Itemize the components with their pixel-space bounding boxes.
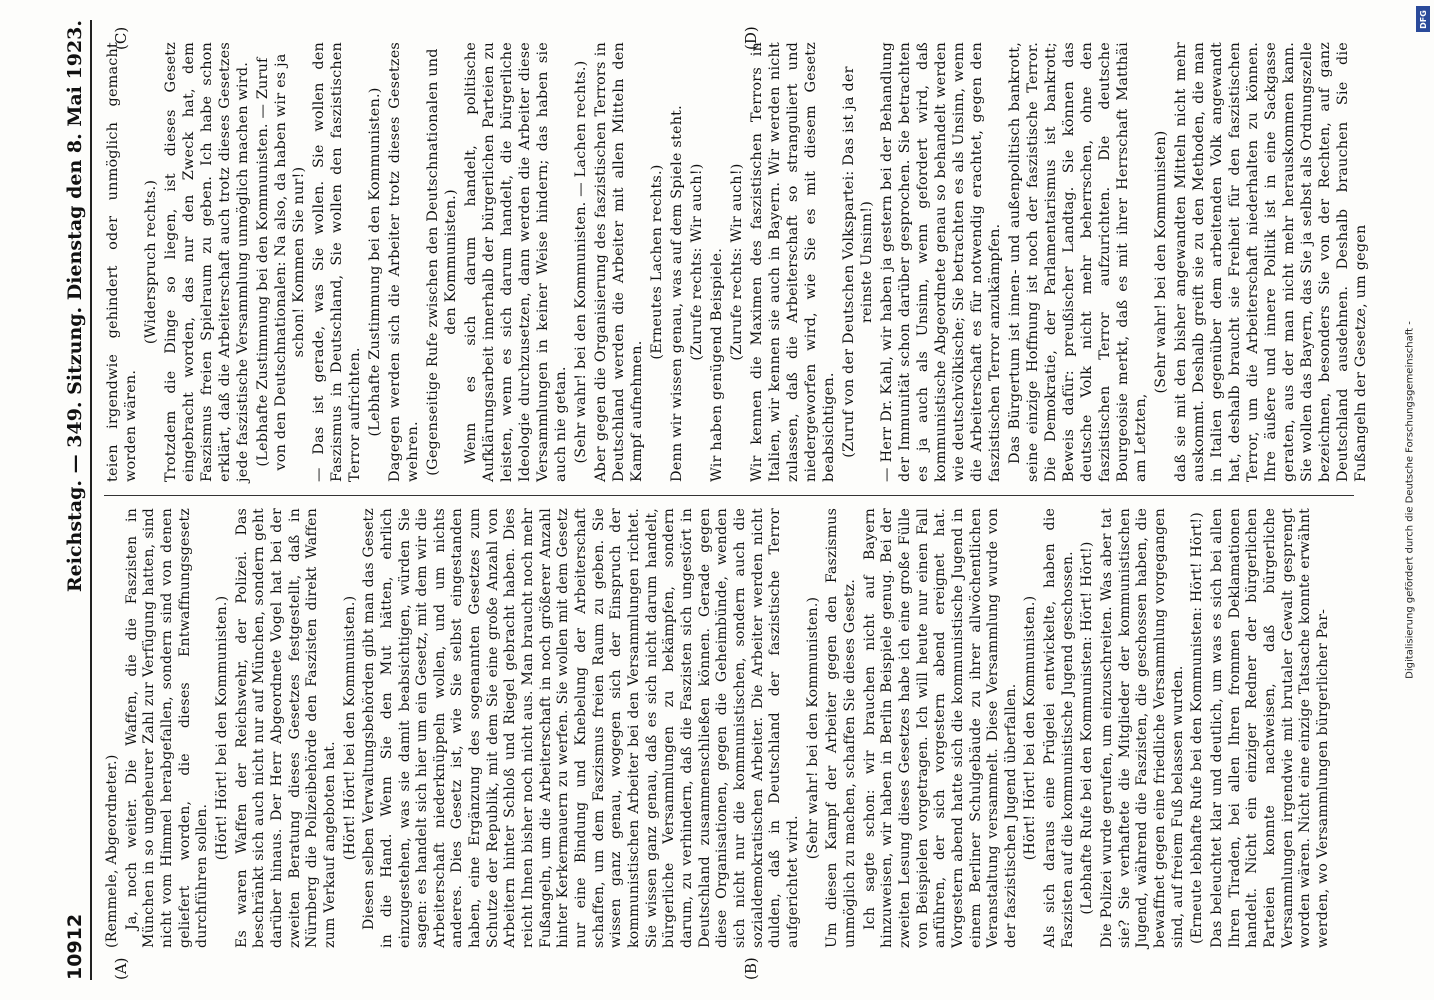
interjection-paragraph: (Sehr wahr! bei den Kommunisten) (1153, 130, 1169, 394)
interjection-paragraph: (Lebhafte Zustimmung bei den Kommunisten.) (367, 87, 383, 437)
speech-paragraph: Wenn es sich darum handelt, politische Aufklärungsarbeit innerhalb der bürgerlichen Parteien zu leisten, wenn es sich darum handelt, die bürgerliche Ideologie durchzusetzen, dann werden die Arbeiter diese Versammlungen in keiner Weise hindern; das haben sie auch nie getan. (463, 42, 569, 482)
interjection-paragraph: (Zuruf von der Deutschen Volkspartei: Das ist ja der reinste Unsinn!) (841, 66, 875, 458)
interjection-paragraph: (Sehr wahr! bei den Kommunisten. — Lachen rechts.) (573, 60, 589, 464)
digitization-note (1404, 0, 1430, 1000)
margin-letter-a: (A) (112, 957, 130, 980)
digitization-note-text: Digitalisierung gefördert durch die Deutsche Forschungsgemeinschaft - (1404, 321, 1416, 679)
interjection-paragraph: (Hört! Hört! bei den Kommunisten.) (213, 595, 230, 861)
speech-paragraph: Als sich daraus eine Prügelei entwickelte, haben die Faszisten auf die kommunistische Jugend geschossen. (1042, 508, 1076, 948)
interjection-paragraph: (Erneutes Lachen rechts.) (649, 164, 665, 360)
speech-paragraph: Trotzdem die Dinge so liegen, ist dieses Gesetz eingebracht worden, das nur den Zweck hat, dem Faszismus freien Spielraum zu geben. Ich habe schon erklärt, daß die Arbeiterschaft auch trotz dieses Gesetzes jede faszistische Versammlung unmöglich machen wird. (163, 42, 251, 482)
speech-paragraph: Um diesen Kampf der Arbeiter gegen den Faszismus unmöglich zu machen, schaffen Sie dieses Gesetz. (824, 508, 858, 948)
interjection-paragraph: (Widerspruch rechts.) (143, 179, 159, 345)
speech-paragraph: (Remmele, Abgeordneter.) (104, 754, 120, 948)
speech-paragraph: Denn wir wissen genau, was auf dem Spiele steht. (669, 105, 685, 482)
speech-paragraph: Aber gegen die Organisierung des faszistischen Terrors in Deutschland werden die Arbeiter mit allen Mitteln den Kampf aufnehmen. (593, 42, 645, 482)
interjection-paragraph: (Lebhafte Zustimmung bei den Kommunisten. — Zuruf von den Deutschnationalen: Na also, da haben wir es ja schon! Kommen Sie nur!) (255, 53, 307, 471)
speech-paragraph: Wir kennen die Maximen des faszistischen Terrors in Italien, wir kennen sie auch in Bayern. Wir werden nicht zulassen, daß die Arbeiterschaft so stranguliert und niedergeworfen wird, wie Sie es mit diesem Gesetz beabsichtigen. (749, 42, 837, 482)
speech-paragraph: Das Bürgertum ist innen- und außenpolitisch bankrott, seine einzige Hoffnung ist noch der faszistische Terror. Die Demokratie, der Parlamentarismus ist bankrott; Beweis dafür: preußischer Landtag. Sie können das deutsche Volk nicht mehr beherrschen, ohne den faszistischen Terror aufzurichten. Die deutsche Bourgeoisie merkt, daß es mit ihrer Herrschaft Matthäi am Letzten, (1007, 42, 1149, 482)
margin-letter-b: (B) (742, 957, 760, 980)
interjection-paragraph: (Lebhafte Rufe bei den Kommunisten: Hört! Hört!) (1079, 541, 1096, 915)
speech-paragraph: Wir haben genügend Beispiele. (709, 248, 725, 482)
speech-paragraph: Die Polizei wurde gerufen, um einzuschreiten. Was aber tat sie? Sie verhaftete die Mitglieder der kommunistischen Jugend, während die Faszisten, die geschossen haben, die bewaffnet gegen eine friedliche Versammlung vorgegangen sind, auf freiem Fuß belassen wurden. (1099, 508, 1186, 948)
speech-paragraph: Ich sagte schon: wir brauchen nicht auf Bayern hinzuweisen, wir haben in Berlin Beispiele genug. Bei der zweiten Lesung dieses Gesetzes habe ich eine große Fülle von Beispielen vorgetragen. Ich will heute nur einen Fall anführen, der sich vorgestern abend ereignet hat. Vorgestern abend hatte sich die kommunistische Jugend in einem Berliner Schulgebäude zu ihrer allwöchentlichen Veranstaltung versammelt. Diese Versammlung wurde von der faszistischen Jugend überfallen. (861, 508, 1019, 948)
speech-paragraph: — Das ist gerade, was Sie wollen. Sie wollen den Faszismus in Deutschland, Sie wollen den faszistischen Terror aufrichten. (311, 42, 363, 482)
interjection-paragraph: (Gegenseitige Rufe zwischen den Deutschnationalen und den Kommunisten.) (425, 48, 459, 476)
interjection-paragraph: (Hört! Hört! bei den Kommunisten.) (1022, 595, 1039, 861)
speech-paragraph: daß sie mit den bisher angewandten Mitteln nicht mehr auskommt. Deshalb greift sie zu den Methoden, die man in Italien gegenüber dem arbeitenden Volk angewandt hat, deshalb braucht sie Freiheit für den faszistischen Terror, um die Arbeiterschaft niederhalten zu können. Ihre äußere und innere Politik ist in eine Sackgasse geraten, aus der man nicht mehr herauskommen kann. Sie wollen das Bayern, das Sie ja selbst als Ordnungszelle bezeichnen, besonders Sie von der Rechten, auf ganz Deutschland ausdehnen. Deshalb brauchen Sie die Fußangeln der Gesetze, um gegen (1173, 42, 1369, 482)
speech-paragraph: Es waren Waffen der Reichswehr, der Polizei. Das beschränkt sich auch nicht nur auf München, sondern geht darüber hinaus. Der Herr Abgeordnete Vogel hat bei der zweiten Beratung dieses Gesetzes festgestellt, daß in Nürnberg die Polizeibehörde den Faszisten direkt Waffen zum Verkauf angeboten hat. (233, 508, 338, 948)
speech-paragraph: Diesen selben Verwaltungsbehörden gibt man das Gesetz in die Hand. Wenn Sie den Mut hätten, ehrlich einzugestehen, was sie damit beabsichtigen, würden Sie sagen: es handelt sich hier um ein Gesetz, mit dem wir die Arbeiterschaft niederknüppeln wollen, und um nichts anderes. Dies Gesetz ist, wie Sie selbst eingestanden haben, eine Ergänzung des sogenannten Gesetzes zum Schutze der Republik, mit dem Sie eine große Anzahl von Arbeitern hinter Schloß und Riegel gebracht haben. Dies reicht Ihnen bisher noch nicht aus. Man braucht noch mehr Fußangeln, um die Arbeiterschaft in noch größerer Anzahl hinter Kerkermauern zu werfen. Sie wollen mit dem Gesetz nur eine Bindung und Knebelung der Arbeiterschaft schaffen, um dem Faszismus freien Raum zu geben. Sie wissen ganz genau, wogegen sich der Einspruch der kommunistischen Arbeiter bei den Versammlungen richtet. Sie wissen ganz genau, daß es sich nicht darum handelt, bürgerliche Versammlungen zu bekämpfen, sondern darum, zu verhindern, daß die Faszisten sich ungestört in Deutschland zusammenschließen können. Gerade gegen diese Organisationen, gegen die Geheimbünde, wenden sich nicht nur die kommunistischen, sondern auch die sozialdemokratischen Arbeiter. Die Arbeiter werden nicht dulden, daß in Deutschland der faszistische Terror aufgerichtet wird. (361, 508, 801, 948)
left-column (104, 508, 1374, 948)
interjection-paragraph: (Hört! Hört! bei den Kommunisten.) (341, 595, 358, 861)
page-title: Reichstag. — 349. Sitzung. Dienstag den 8. Mai 1923. (64, 20, 86, 593)
interjection-paragraph: (Zurufe rechts: Wir auch!) (689, 163, 705, 361)
interjection-paragraph: (Sehr wahr! bei den Kommunisten.) (804, 596, 821, 860)
margin-letter-c: (C) (112, 26, 130, 50)
speech-paragraph: — Herr Dr. Kahl, wir haben ja gestern bei der Behandlung der Immunität schon darüber gesprochen. Sie betrachten es ja auch als Unsinn, wenn gefordert wird, daß kommunistische Abgeordnete genau so behandelt werden wie deutschvölkische; Sie betrachten es als Unsinn, wenn die Arbeiterschaft es für notwendig erachtet, gegen den faszistischen Terror anzukämpfen. (879, 42, 1003, 482)
interjection-paragraph: (Zurufe rechts: Wir auch!) (729, 163, 745, 361)
speech-paragraph: Das beleuchtet klar und deutlich, um was es sich bei allen Ihren Tiraden, bei allen Ihren frommen Deklamationen handelt. Nicht ein einziger Redner der bürgerlichen Parteien konnte nachweisen, daß bürgerliche Versammlungen irgendwie mit brutaler Gewalt gesprengt worden wären. Nicht eine einzige Tatsache konnte erwähnt werden, wo Versammlungen bürgerlicher Par- (1209, 508, 1331, 948)
dfg-logo-text: DFG (1418, 9, 1428, 29)
margin-letter-d: (D) (742, 26, 760, 50)
speech-paragraph: teien irgendwie gehindert oder unmöglich gemacht worden wären. (105, 42, 139, 482)
speech-paragraph: Ja, noch weiter. Die Waffen, die die Faszisten in München in so ungeheurer Zahl zur Verfügung hatten, sind nicht vom Himmel herabgefallen, sondern sind von denen geliefert worden, die dieses Entwaffnungsgesetz durchführen sollen. (123, 508, 211, 948)
rotated-page-content (52, 20, 1382, 980)
dfg-logo (1416, 6, 1430, 32)
page-header (52, 20, 92, 980)
right-column (104, 42, 1374, 482)
interjection-paragraph: (Erneute lebhafte Rufe bei den Kommunisten: Hört! Hört!) (1189, 512, 1206, 944)
speech-paragraph: Dagegen werden sich die Arbeiter trotz dieses Gesetzes wehren. (387, 42, 421, 482)
page-number: 10912 (64, 913, 86, 980)
